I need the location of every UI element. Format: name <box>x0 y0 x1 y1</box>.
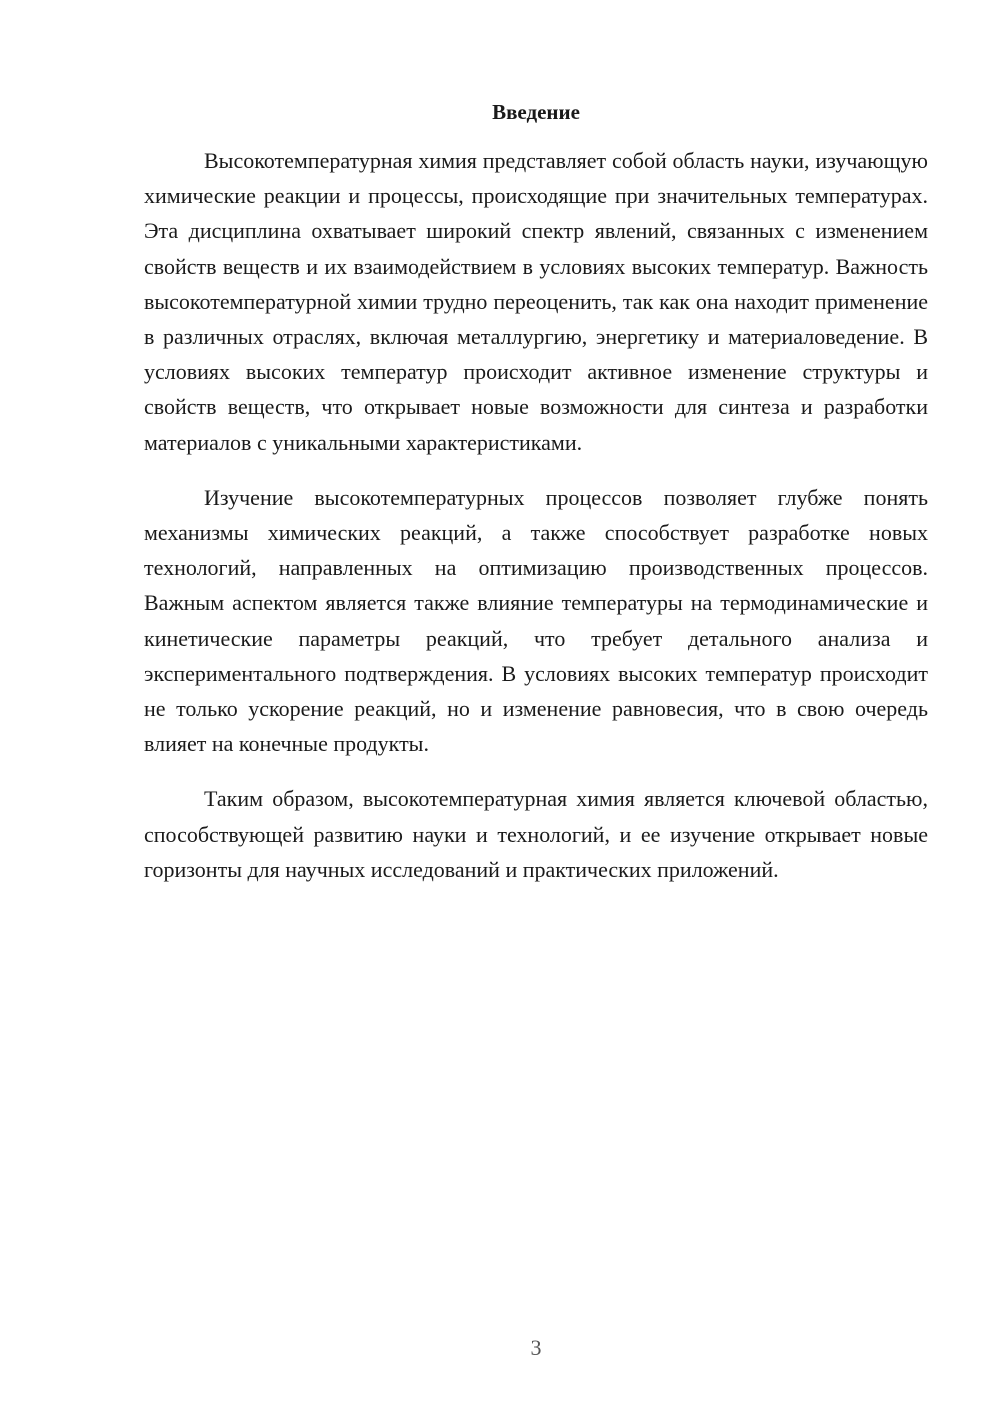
body-text <box>144 143 928 887</box>
paragraph-2: Изучение высокотемпературных процессов позволяет глубже понять механизмы химических реакций, а также способствует разработке новых технологий, направленных на оптимизацию производственных процессов. Важным аспектом является также влияние температуры на термодинамические и кинетические параметры реакций, что требует детального анализа и экспериментального подтверждения. В условиях высоких температур происходит не только ускорение реакций, но и изменение равновесия, что в свою очередь влияет на конечные продукты. <box>144 484 928 757</box>
paragraph-3: Таким образом, высокотемпературная химия является ключевой областью, способствующей развитию науки и технологий, и ее изучение открывает новые горизонты для научных исследований и практических приложений. <box>144 786 928 882</box>
section-heading: Введение <box>492 100 580 124</box>
paragraph-1: Высокотемпературная химия представляет собой область науки, изучающую химические реакции и процессы, происходящие при значительных температурах. Эта дисциплина охватывает широкий спектр явлений, связанных с изменением свойств веществ и их взаимодействием в условиях высоких температур. Важность высокотемпературной химии трудно переоценить, так как она находит применение в различных отраслях, включая металлургию, энергетику и материаловедение. В условиях высоких температур происходит активное изменение структуры и свойств веществ, что открывает новые возможности для синтеза и разработки материалов с уникальными характеристиками. <box>144 148 928 455</box>
page-number: 3 <box>530 1335 542 1360</box>
